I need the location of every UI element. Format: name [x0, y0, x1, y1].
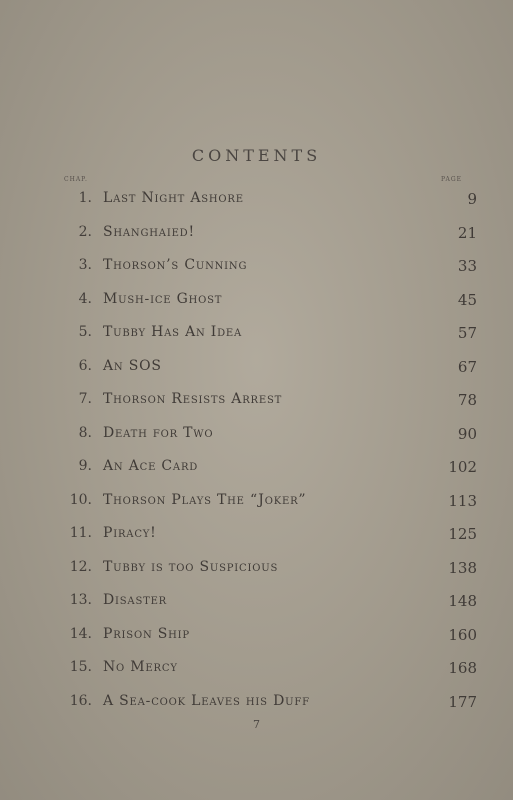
chapter-title: Last Night Ashore [103, 190, 244, 206]
chapter-page-number: 21 [457, 223, 477, 242]
chapter-number: 11. [69, 525, 92, 541]
chapter-number: 4. [78, 290, 92, 307]
chapter-number: 16. [69, 692, 92, 709]
chapter-number: 10. [69, 491, 92, 508]
chapter-page-number: 125 [448, 525, 477, 543]
toc-entry [0, 553, 513, 583]
chapter-title: A Sea-cook Leaves his Duff [103, 692, 310, 709]
toc-entry [0, 452, 513, 482]
chapter-page-number: 9 [467, 190, 477, 208]
toc-entry [0, 251, 513, 281]
chapter-number: 14. [69, 625, 92, 642]
chapter-title: Thorson Resists Arrest [103, 391, 283, 407]
chapter-number: 13. [69, 592, 92, 608]
chapter-title: Prison Ship [103, 625, 190, 642]
page-number: 7 [253, 718, 260, 731]
toc-entry [0, 519, 513, 549]
chapter-number: 5. [78, 324, 92, 340]
toc-entry [0, 586, 513, 616]
chapter-number: 3. [78, 257, 92, 273]
chapter-number: 15. [69, 659, 92, 675]
contents-title: CONTENTS [191, 146, 322, 165]
chapter-title: Tubby is too Suspicious [103, 558, 279, 575]
chapter-number: 12. [69, 558, 92, 575]
chapter-number: 7. [78, 391, 92, 407]
chapter-page-number: 148 [448, 592, 477, 610]
toc-entry [0, 285, 513, 315]
chapter-title: An SOS [103, 357, 162, 374]
toc-entry [0, 687, 513, 717]
chapter-title: Shanghaied! [103, 223, 195, 240]
chapter-title: Death for Two [103, 424, 214, 441]
chapter-page-number: 90 [457, 424, 477, 443]
chapter-number: 6. [78, 357, 92, 374]
chapter-page-number: 160 [448, 625, 477, 644]
chapter-page-number: 57 [457, 324, 477, 342]
toc-entry [0, 419, 513, 449]
toc-entry [0, 218, 513, 248]
chapter-number: 2. [78, 223, 92, 240]
toc-entry [0, 620, 513, 650]
page-column-header: PAGE [441, 176, 462, 183]
chapter-title: Disaster [103, 592, 167, 608]
chapter-number: 1. [78, 190, 92, 206]
chapter-title: Piracy! [103, 525, 157, 541]
toc-entry [0, 385, 513, 415]
chapter-page-number: 168 [448, 659, 477, 677]
toc-entry [0, 318, 513, 348]
chapter-page-number: 33 [457, 257, 477, 275]
chapter-page-number: 67 [457, 357, 477, 376]
chapter-page-number: 102 [448, 458, 477, 476]
chapter-title: An Ace Card [103, 458, 199, 474]
toc-entry [0, 653, 513, 683]
toc-entry [0, 352, 513, 382]
chapter-number: 8. [78, 424, 92, 441]
chapter-page-number: 138 [448, 558, 477, 577]
chapter-title: Thorson Plays The “Joker” [103, 491, 307, 508]
toc-entry [0, 486, 513, 516]
chapter-page-number: 113 [448, 491, 477, 510]
chapter-page-number: 45 [457, 290, 477, 309]
chapter-page-number: 177 [448, 692, 477, 711]
chapter-title: No Mercy [103, 659, 178, 675]
chapter-title: Mush-ice Ghost [103, 290, 223, 307]
chapter-number: 9. [78, 458, 92, 474]
chapter-title: Tubby Has An Idea [103, 324, 243, 340]
chapter-column-header: CHAP. [64, 176, 88, 183]
chapter-page-number: 78 [457, 391, 477, 409]
chapter-title: Thorson’s Cunning [103, 257, 248, 273]
toc-entry [0, 184, 513, 214]
